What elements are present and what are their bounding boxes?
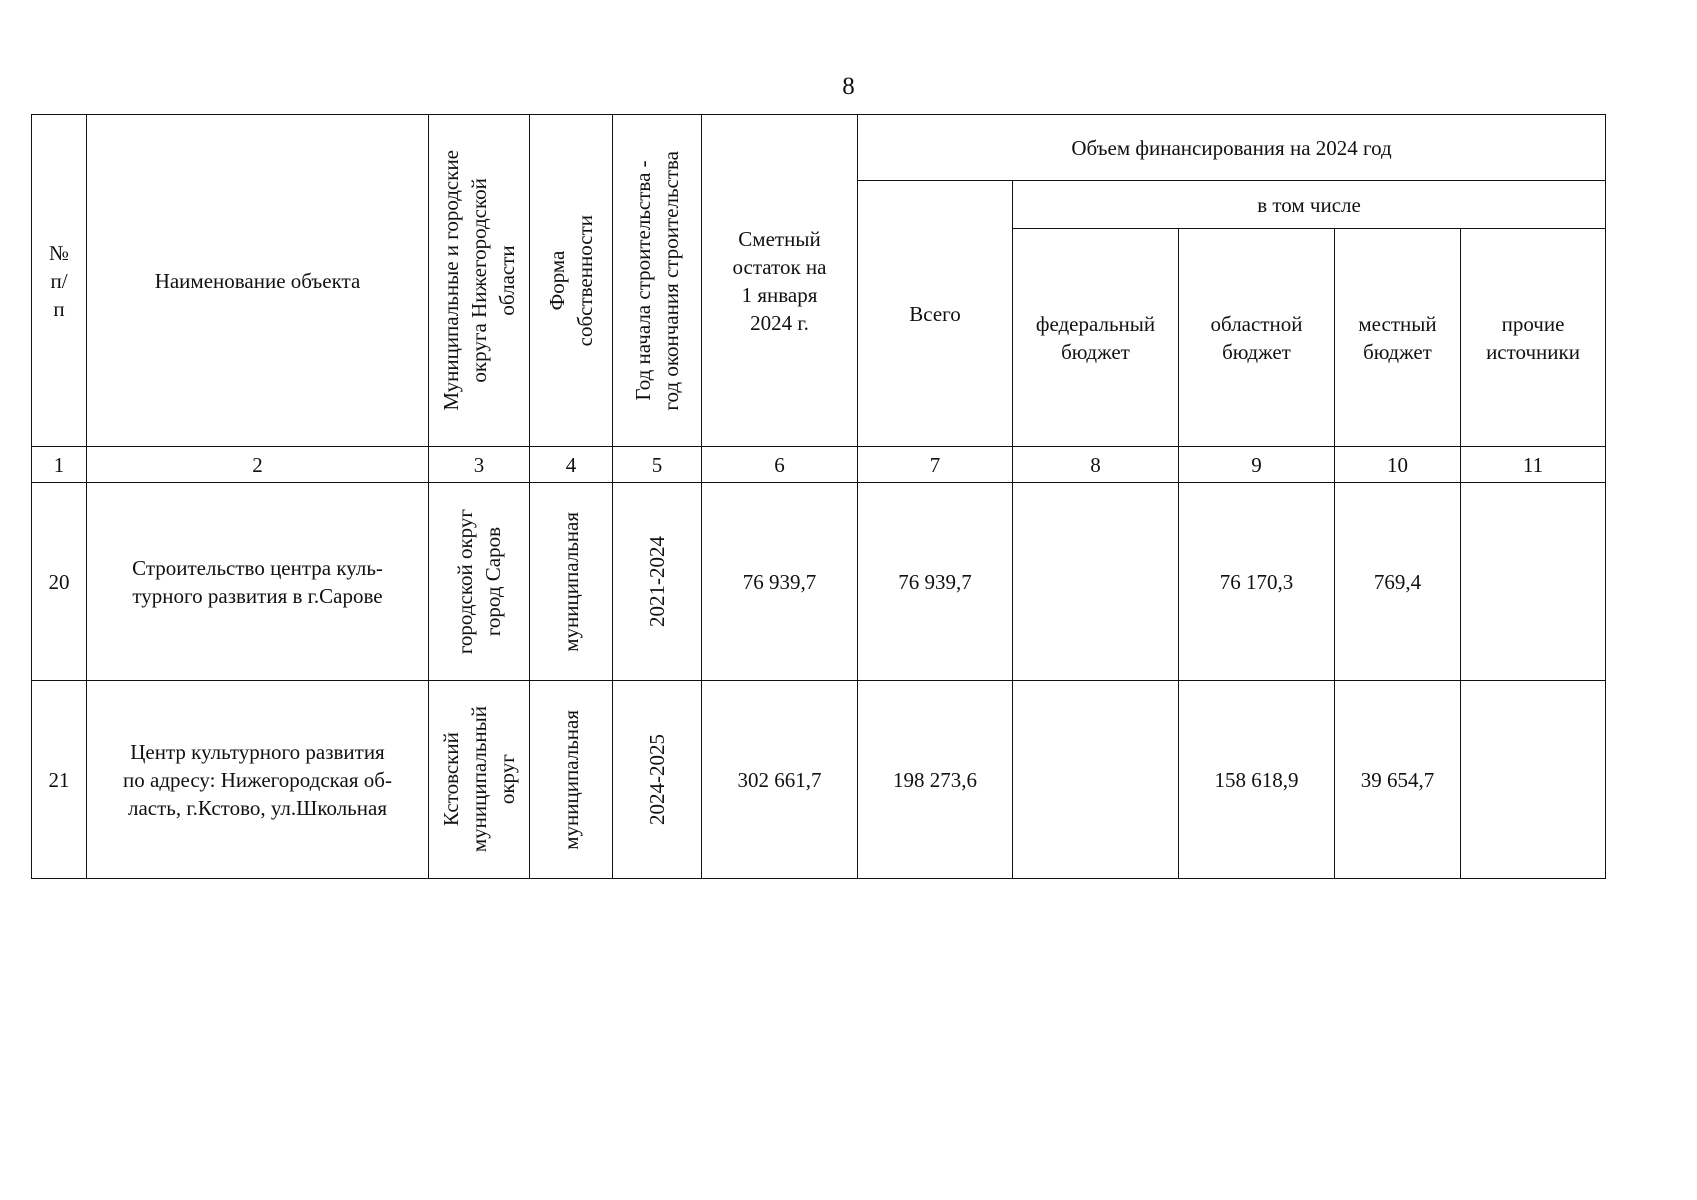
column-number: 5 [613, 447, 702, 483]
row-ownership [530, 681, 613, 879]
row-municipality-text: Кстовский муниципальный округ [439, 706, 519, 853]
header-balance-text: Сметный остаток на 1 января 2024 г. [732, 226, 827, 335]
row-balance: 302 661,7 [702, 681, 858, 879]
row-regional: 158 618,9 [1179, 681, 1335, 879]
header-municipality-text: Муниципальные и городские округа Нижегородской области [439, 150, 519, 411]
row-ownership [530, 483, 613, 681]
row-other [1461, 483, 1606, 681]
row-years-text: 2024-2025 [645, 734, 669, 825]
column-number: 4 [530, 447, 613, 483]
financing-table [31, 114, 1606, 879]
header-name: Наименование объекта [87, 115, 429, 447]
column-number: 3 [429, 447, 530, 483]
column-number: 8 [1013, 447, 1179, 483]
row-local: 769,4 [1335, 483, 1461, 681]
column-number-row [32, 447, 1606, 483]
row-object-name [87, 483, 429, 681]
row-municipality-text: городской округ город Саров [453, 508, 505, 655]
header-ownership [530, 115, 613, 447]
header-funding: Объем финансирования на 2024 год [858, 115, 1606, 181]
table-row [32, 483, 1606, 681]
row-regional: 76 170,3 [1179, 483, 1335, 681]
column-number: 7 [858, 447, 1013, 483]
row-num: 21 [32, 681, 87, 879]
column-number: 10 [1335, 447, 1461, 483]
header-other-text: прочие источники [1486, 311, 1580, 364]
header-row-1 [32, 115, 1606, 181]
header-years-text: Год начала строительства - год окончания строительства [631, 150, 683, 411]
row-years-text: 2021-2024 [645, 536, 669, 627]
row-years [613, 681, 702, 879]
row-num: 20 [32, 483, 87, 681]
header-regional-text: областной бюджет [1210, 311, 1303, 364]
header-other [1461, 229, 1606, 447]
header-total: Всего [858, 181, 1013, 447]
row-ownership-text: муниципальная [559, 511, 583, 652]
row-object-name-text: Строительство центра куль- турного развития в г.Сарове [132, 555, 383, 608]
header-local [1335, 229, 1461, 447]
row-local: 39 654,7 [1335, 681, 1461, 879]
header-municipality [429, 115, 530, 447]
row-ownership-text: муниципальная [559, 709, 583, 850]
header-local-text: местный бюджет [1358, 311, 1437, 364]
row-balance: 76 939,7 [702, 483, 858, 681]
header-num [32, 115, 87, 447]
row-object-name [87, 681, 429, 879]
row-total: 76 939,7 [858, 483, 1013, 681]
page-number: 8 [842, 73, 855, 100]
column-number: 6 [702, 447, 858, 483]
row-federal [1013, 483, 1179, 681]
row-total: 198 273,6 [858, 681, 1013, 879]
header-years [613, 115, 702, 447]
column-number: 2 [87, 447, 429, 483]
row-municipality [429, 681, 530, 879]
header-balance [702, 115, 858, 447]
header-federal-text: федеральный бюджет [1035, 311, 1156, 364]
row-federal [1013, 681, 1179, 879]
header-federal [1013, 229, 1179, 447]
column-number: 9 [1179, 447, 1335, 483]
row-other [1461, 681, 1606, 879]
header-regional [1179, 229, 1335, 447]
row-years [613, 483, 702, 681]
table-row [32, 681, 1606, 879]
header-including: в том числе [1013, 181, 1606, 229]
header-num-text: № п/ п [48, 240, 70, 321]
header-ownership-text: Форма собственности [545, 214, 597, 347]
column-number: 11 [1461, 447, 1606, 483]
row-object-name-text: Центр культурного развития по адресу: Нижегородская об- ласть, г.Кстово, ул.Школьная [123, 739, 392, 820]
row-municipality [429, 483, 530, 681]
column-number: 1 [32, 447, 87, 483]
